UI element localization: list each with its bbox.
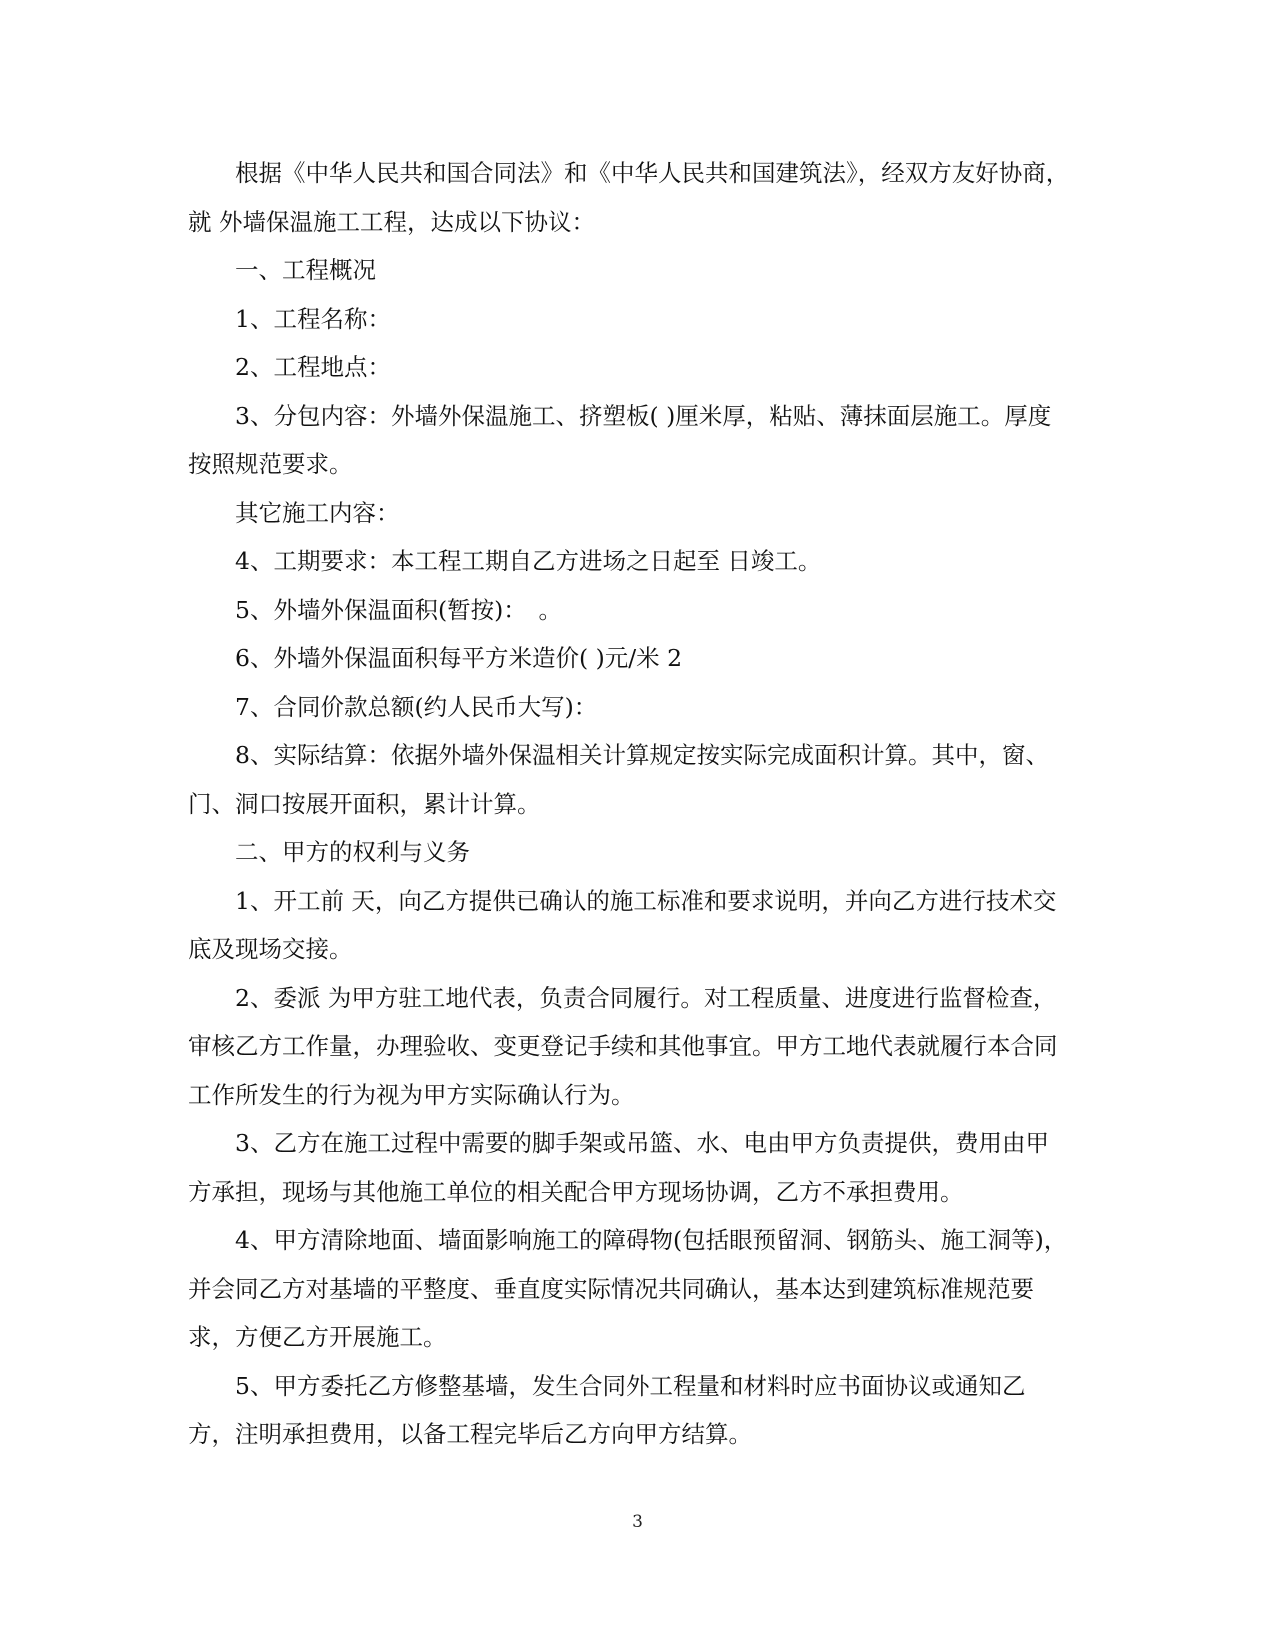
item-unit-price: 6、外墙外保温面积每平方米造价( )元/米 2	[235, 644, 683, 672]
item-schedule: 4、工期要求：本工程工期自乙方进场之日起至 日竣工。	[235, 547, 822, 575]
item-area: 5、外墙外保温面积(暂按)： 。	[235, 595, 563, 624]
item-project-location: 2、工程地点：	[235, 353, 391, 381]
item-settlement: 8、实际结算：依据外墙外保温相关计算规定按实际完成面积计算。其中，窗、门、洞口按展开面积，累计计算。	[188, 741, 1049, 818]
document-body	[188, 149, 1072, 1459]
heading-project-overview: 一、工程概况	[235, 256, 376, 284]
item-total-price: 7、合同价款总额(约人民币大写)：	[235, 692, 598, 721]
heading-party-a-rights: 二、甲方的权利与义务	[235, 838, 470, 866]
item-subcontract-content: 3、分包内容：外墙外保温施工、挤塑板( )厘米厚，粘贴、薄抹面层施工。厚度按照规范要求。	[188, 401, 1052, 478]
item-other-content: 其它施工内容：	[235, 498, 400, 527]
party-a-item-2: 2、委派 为甲方驻工地代表，负责合同履行。对工程质量、进度进行监督检查，审核乙方工作量，办理验收、变更登记手续和其他事宜。甲方工地代表就履行本合同工作所发生的行为视为甲方实际确认行为。	[188, 983, 1058, 1109]
page-number: 3	[632, 1512, 643, 1532]
party-a-item-5: 5、甲方委托乙方修整基墙，发生合同外工程量和材料时应书面协议或通知乙方，注明承担费用，以备工程完毕后乙方向甲方结算。	[188, 1371, 1026, 1448]
paragraph-intro: 根据《中华人民共和国合同法》和《中华人民共和国建筑法》，经双方友好协商，就 外墙保温施工工程，达成以下协议：	[188, 159, 1070, 236]
party-a-item-1: 1、开工前 天，向乙方提供已确认的施工标准和要求说明，并向乙方进行技术交底及现场交接。	[188, 886, 1057, 963]
party-a-item-4: 4、甲方清除地面、墙面影响施工的障碍物(包括眼预留洞、钢筋头、施工洞等)，并会同乙方对基墙的平整度、垂直度实际情况共同确认，基本达到建筑标准规范要求，方便乙方开展施工。	[188, 1226, 1068, 1351]
item-project-name: 1、工程名称：	[235, 304, 391, 333]
party-a-item-3: 3、乙方在施工过程中需要的脚手架或吊篮、水、电由甲方负责提供，费用由甲方承担，现场与其他施工单位的相关配合甲方现场协调，乙方不承担费用。	[188, 1129, 1049, 1206]
